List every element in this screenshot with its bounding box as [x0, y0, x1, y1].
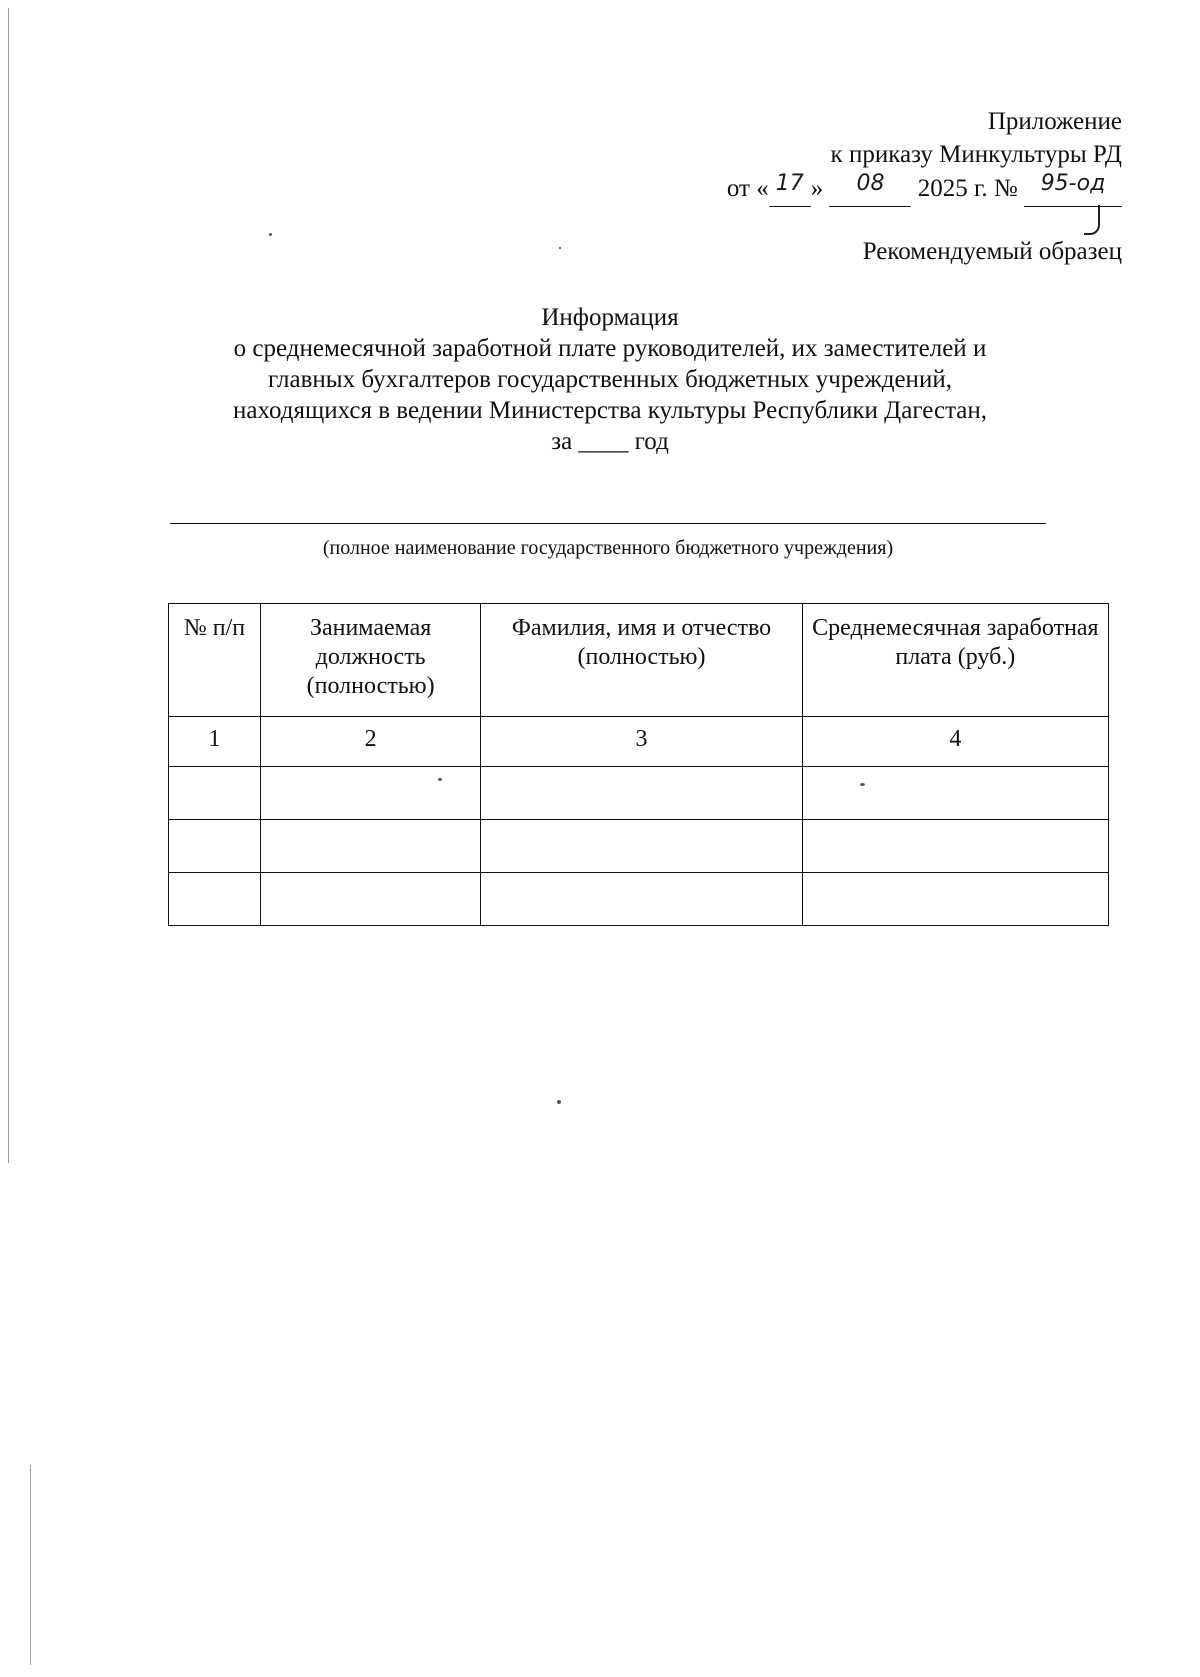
title-line: главных бухгалтеров государственных бюджетных учреждений, — [268, 366, 952, 393]
title-line: о среднемесячной заработной плате руководителей, их заместителей и — [233, 335, 987, 362]
order-month-handwritten: 08 — [829, 173, 911, 207]
salary-table — [168, 603, 1109, 926]
table-cell[interactable] — [481, 767, 802, 820]
scan-edge-line — [30, 1465, 31, 1665]
table-cell[interactable] — [802, 873, 1108, 926]
table-cell[interactable] — [169, 820, 261, 873]
table-cell[interactable] — [169, 767, 261, 820]
column-number-cell: 1 — [169, 717, 261, 767]
table-cell[interactable] — [260, 873, 480, 926]
document-title — [160, 302, 1060, 457]
table-cell[interactable] — [802, 820, 1108, 873]
table-column-numbers-row — [169, 717, 1109, 767]
table-cell[interactable] — [260, 767, 480, 820]
scan-speck — [269, 233, 272, 236]
header-cell-salary: Среднемесячная заработная плата (руб.) — [802, 604, 1108, 717]
handwriting-stroke — [1084, 205, 1100, 235]
appendix-order: к приказу Минкультуры РД — [830, 141, 1122, 168]
order-day-handwritten: 17 — [769, 173, 811, 207]
scan-edge-line — [8, 8, 9, 1163]
table-cell[interactable] — [481, 820, 802, 873]
appendix-title: Приложение — [987, 108, 1122, 135]
header-cell-position: Занимаемая должность (полностью) — [260, 604, 480, 717]
sample-label: Рекомендуемый образец — [862, 238, 1122, 265]
order-mid: » — [810, 175, 824, 202]
scan-speck — [559, 247, 561, 249]
order-number-handwritten: 95-од — [1024, 173, 1122, 207]
table-row — [169, 767, 1109, 820]
order-date-line — [727, 172, 1122, 207]
header-cell-number: № п/п — [169, 604, 261, 717]
order-year: 2025 г. № — [917, 175, 1018, 202]
column-number-cell: 2 — [260, 717, 480, 767]
table-cell[interactable] — [260, 820, 480, 873]
column-number-cell: 3 — [481, 717, 802, 767]
table-header-row — [169, 604, 1109, 717]
table-cell[interactable] — [802, 767, 1108, 820]
column-number-cell: 4 — [802, 717, 1108, 767]
institution-name-line — [170, 523, 1046, 524]
institution-caption: (полное наименование государственного бюджетного учреждения) — [322, 537, 894, 559]
title-line: находящихся в ведении Министерства культуры Республики Дагестан, — [232, 397, 988, 424]
table-cell[interactable] — [481, 873, 802, 926]
order-prefix: от « — [726, 175, 769, 202]
title-line: Информация — [541, 304, 679, 331]
appendix-header — [831, 105, 1122, 171]
table-row — [169, 820, 1109, 873]
table-cell[interactable] — [169, 873, 261, 926]
table-row — [169, 873, 1109, 926]
scan-speck — [557, 1100, 561, 1104]
header-cell-full-name: Фамилия, имя и отчество (полностью) — [481, 604, 802, 717]
title-line: за ____ год — [551, 428, 669, 455]
